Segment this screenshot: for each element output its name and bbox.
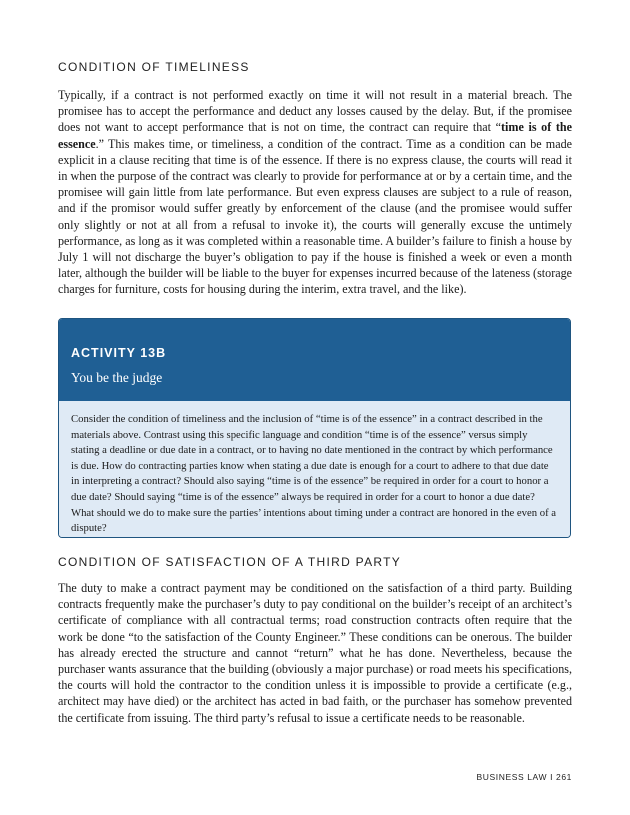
section-heading-timeliness: CONDITION OF TIMELINESS xyxy=(58,60,250,74)
timeliness-text-start: Typically, if a contract is not performed exactly on time it will not result in a material breach. The promisee has to accept the performance and deduct any losses caused by the delay. But, if the promisee does not want to accept performance that is not on time, the contract can require that “ xyxy=(58,88,572,135)
section-heading-third-party: CONDITION OF SATISFACTION OF A THIRD PARTY xyxy=(58,555,402,569)
activity-title: ACTIVITY 13B xyxy=(71,346,167,360)
third-party-paragraph: The duty to make a contract payment may be conditioned on the satisfaction of a third party. Building contracts frequently make the purchaser’s duty to pay conditional on the builder’s receipt of an architect’s certificate of compliance with all contractual terms; road construction contracts often require that the work be done “to the satisfaction of the County Engineer.” These conditions can be onerous. The builder has already erected the structure and cannot “return” what he has done. Nevertheless, because the purchaser wants assurance that the building (obviously a major purchase) or road meets his specifications, the courts will hold the contractor to the condition unless it is impossible to provide a certificate (e.g., architect may have died) or the architect has acted in bad faith, or the purchaser has somehow prevented the certificate from issuing. The third party’s refusal to issue a certificate needs to be reasonable. xyxy=(58,581,572,725)
time-is-of-the-essence-emphasis: time is of the essence xyxy=(58,120,572,151)
timeliness-text-end: .” This makes time, or timeliness, a condition of the contract. Time as a condition can be made explicit in a clause reciting that time is of the essence. If there is no express clause, the courts will read it in when the purpose of the contract was clearly to provide for performance at or by a certain time, and the promisee will gain little from late performance. But even express clauses are subject to a rule of reason, and if the promisor would suffer greatly by enforcement of the clause (and the promisee would suffer only slightly or not at all from a refusal to invoke it), the courts will generally excuse the untimely performance, as long as it was completed within a reasonable time. A builder’s failure to finish a house by July 1 will not discharge the buyer’s obligation to pay if the house is finished a week or even a month later, although the builder will be liable to the buyer for expenses incurred because of the lateness (storage charges for furniture, costs for housing during the interim, extra travel, and the like). xyxy=(58,136,572,297)
page-footer: BUSINESS LAW I 261 xyxy=(476,772,572,782)
timeliness-paragraph xyxy=(58,87,572,298)
activity-box xyxy=(58,318,571,538)
activity-text: Consider the condition of timeliness and the inclusion of “time is of the essence” in a contract described in the materials above. Contrast using this specific language and condition “time is of the essence” versus simply stating a deadline or due date in a contract, or to having no date mentioned in the contract by which performance is due. How do contracting parties know when stating a due date is enough for a court to adhere to that due date in interpreting a contract? Should also saying “time is of the essence” be required in order for a court to honor a due date? Should saying “time is of the essence” always be required in order for a court to honor a due date? What should we do to make sure the parties’ intentions about timing under a contract are honored in the even of a dispute? xyxy=(71,413,557,535)
activity-body xyxy=(59,401,570,538)
activity-header xyxy=(59,319,570,401)
activity-subtitle: You be the judge xyxy=(71,370,163,385)
